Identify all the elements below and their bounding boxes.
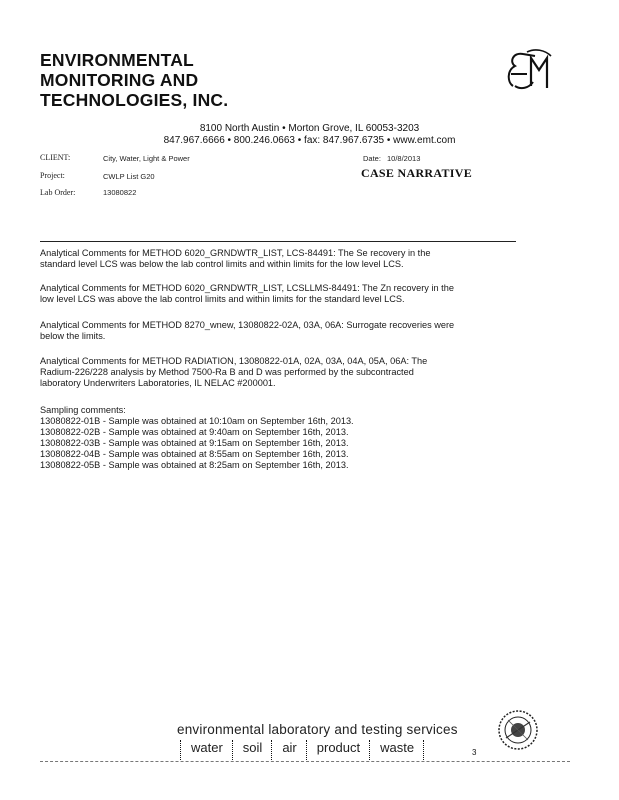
comment-paragraph (40, 356, 520, 389)
accreditation-seal-icon (496, 708, 540, 752)
comment-paragraph (40, 283, 520, 305)
comment-paragraph (40, 248, 520, 270)
service-product: product (316, 740, 361, 755)
service-waste: waste (380, 740, 415, 755)
company-line-2: MONITORING AND (40, 70, 199, 90)
date-label: Date: (363, 154, 381, 163)
date-value: 10/8/2013 (387, 154, 421, 163)
company-contact: 847.967.6666 • 800.246.0663 • fax: 847.967.6735 • www.emt.com (163, 135, 456, 146)
sampling-item: 13080822-01B - Sample was obtained at 10:10am on September 16th, 2013. (40, 416, 354, 426)
comment-line: Analytical Comments for METHOD 8270_wnew, 13080822-02A, 03A, 06A: Surrogate recoveries were (40, 320, 455, 330)
sampling-item: 13080822-03B - Sample was obtained at 9:15am on September 16th, 2013. (40, 438, 349, 448)
sampling-title: Sampling comments: (40, 405, 126, 415)
client-value: City, Water, Light & Power (103, 154, 190, 163)
comment-line: Analytical Comments for METHOD RADIATION, 13080822-01A, 02A, 03A, 04A, 05A, 06A: The (40, 356, 428, 366)
client-label: CLIENT: (40, 153, 71, 162)
services-list (180, 740, 425, 760)
lab-order-value: 13080822 (103, 188, 137, 197)
sampling-item: 13080822-04B - Sample was obtained at 8:55am on September 16th, 2013. (40, 449, 349, 459)
service-water: water (191, 740, 223, 755)
comment-line: Analytical Comments for METHOD 6020_GRNDWTR_LIST, LCSLLMS-84491: The Zn recovery in the (40, 283, 454, 293)
company-address: 8100 North Austin • Morton Grove, IL 60053-3203 (199, 123, 420, 134)
sampling-comments (40, 405, 354, 471)
comment-line: Analytical Comments for METHOD 6020_GRNDWTR_LIST, LCS-84491: The Se recovery in the (40, 248, 431, 258)
comment-line: Radium-226/228 analysis by Method 7500-Ra B and D was performed by the subcontracted (40, 367, 414, 377)
comment-line: standard level LCS was below the lab control limits and within limits for the low level LCS. (40, 259, 404, 269)
project-value: CWLP List G20 (103, 172, 155, 181)
service-separator (423, 740, 425, 760)
footer-tagline: environmental laboratory and testing services (177, 722, 458, 737)
company-line-3: TECHNOLOGIES, INC. (40, 90, 229, 110)
page-number: 3 (472, 748, 477, 757)
comment-paragraph (40, 320, 520, 342)
comment-line: low level LCS was above the lab control limits and within limits for the standard level LCS. (40, 294, 405, 304)
sampling-item: 13080822-02B - Sample was obtained at 9:40am on September 16th, 2013. (40, 427, 349, 437)
comment-line: below the limits. (40, 331, 106, 341)
company-line-1: ENVIRONMENTAL (40, 50, 194, 70)
company-logo (505, 48, 557, 96)
company-name (40, 50, 228, 110)
lab-order-label: Lab Order: (40, 188, 76, 197)
service-air: air (282, 740, 297, 755)
service-soil: soil (242, 740, 263, 755)
sampling-item: 13080822-05B - Sample was obtained at 8:25am on September 16th, 2013. (40, 460, 349, 470)
comment-line: laboratory Underwriters Laboratories, IL NELAC #200001. (40, 378, 276, 388)
footer-divider (40, 761, 570, 762)
case-narrative-title: CASE NARRATIVE (361, 166, 472, 180)
project-label: Project: (40, 171, 65, 180)
header-divider (40, 241, 516, 242)
